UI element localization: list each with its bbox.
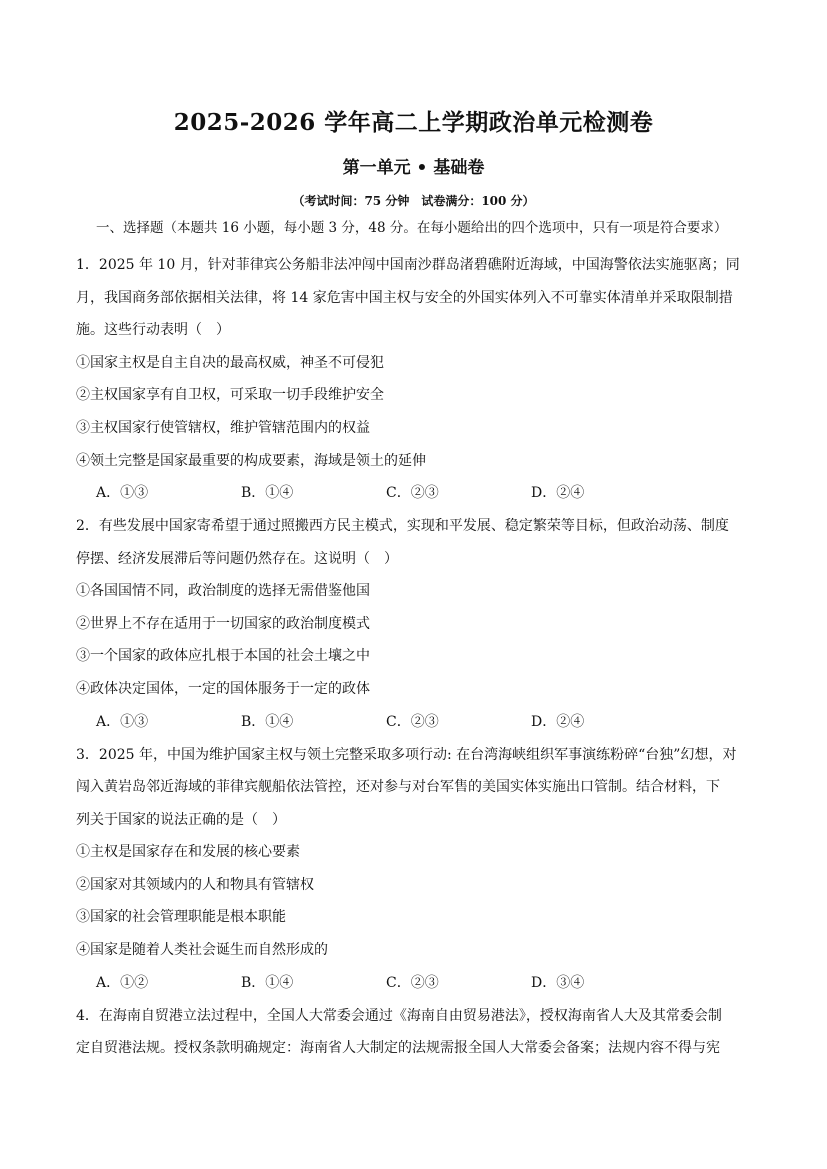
- statement: ③主权国家行使管辖权，维护管辖范围内的权益: [76, 419, 370, 436]
- question-2: [76, 510, 756, 739]
- statement: ②主权国家享有自卫权，可采取一切手段维护安全: [76, 387, 384, 404]
- question-line: 3．2025 年，中国为维护国家主权与领土完整采取多项行动: 在台湾海峡组织军事演练粉碎“台独”幻想，对: [76, 746, 737, 763]
- question-3: [76, 739, 756, 1000]
- choice-a[interactable]: A．①③: [96, 713, 149, 730]
- choice-d[interactable]: D．②④: [531, 485, 585, 502]
- statement: ①国家主权是自主自决的最高权威，神圣不可侵犯: [76, 354, 384, 371]
- question-4: [76, 1000, 756, 1065]
- question-line: 停摆、经济发展滞后等问题仍然存在。这说明（ ）: [76, 550, 398, 567]
- answer-choices: [76, 477, 756, 510]
- question-line: 闯入黄岩岛邻近海域的菲律宾舰船依法管控，还对参与对台军售的美国实体实施出口管制。结合材料，下: [76, 779, 720, 796]
- choice-b[interactable]: B．①④: [241, 485, 294, 502]
- page-title: 2025-2026 学年高二上学期政治单元检测卷: [173, 109, 654, 136]
- statement: ③国家的社会管理职能是根本职能: [76, 909, 286, 926]
- questions-list: [76, 249, 756, 1065]
- choice-b[interactable]: B．①④: [241, 713, 294, 730]
- question-line: 施。这些行动表明（ ）: [76, 322, 230, 338]
- page-subtitle: 第一单元 • 基础卷: [342, 158, 485, 178]
- question-line: 列关于国家的说法正确的是（ ）: [76, 811, 286, 828]
- choice-c[interactable]: C．②③: [386, 713, 439, 730]
- question-line: 1．2025 年 10 月，针对菲律宾公务船非法冲闯中国南沙群岛渚碧礁附近海域，中国海警依法实施驱离；同: [76, 257, 740, 273]
- statement: ④国家是随着人类社会诞生而自然形成的: [76, 942, 328, 959]
- question-line: 4．在海南自贸港立法过程中，全国人大常委会通过《海南自由贸易港法》，授权海南省人大及其常委会制: [76, 1007, 722, 1024]
- choice-a[interactable]: A．①②: [96, 974, 149, 991]
- statement: ①各国国情不同，政治制度的选择无需借鉴他国: [76, 583, 370, 600]
- answer-choices: [76, 706, 756, 739]
- statement: ②世界上不存在适用于一切国家的政治制度模式: [76, 615, 370, 632]
- question-line: 月，我国商务部依据相关法律，将 14 家危害中国主权与安全的外国实体列入不可靠实体清单并采取限制措: [76, 289, 733, 306]
- choice-d[interactable]: D．②④: [531, 713, 585, 730]
- question-line: 定自贸港法规。授权条款明确规定：海南省人大制定的法规需报全国人大常委会备案；法规内容不得与宪: [76, 1040, 720, 1057]
- statement: ①主权是国家存在和发展的核心要素: [76, 844, 300, 861]
- question-1: [76, 249, 756, 510]
- statement: ③一个国家的政体应扎根于本国的社会土壤之中: [76, 648, 370, 665]
- choice-b[interactable]: B．①④: [241, 974, 294, 991]
- statement: ④领土完整是国家最重要的构成要素，海域是领土的延伸: [76, 452, 426, 469]
- section-heading: 一、选择题（本题共 16 小题，每小题 3 分，48 分。在每小题给出的四个选项中，只有一项是符合要求）: [96, 220, 728, 236]
- statement: ④政体决定国体，一定的国体服务于一定的政体: [76, 681, 370, 698]
- choice-c[interactable]: C．②③: [386, 485, 439, 502]
- choice-a[interactable]: A．①③: [96, 485, 149, 502]
- statement: ②国家对其领域内的人和物具有管辖权: [76, 876, 314, 893]
- exam-info: （考试时间：75 分钟 试卷满分：100 分）: [292, 194, 535, 208]
- choice-c[interactable]: C．②③: [386, 974, 439, 991]
- question-line: 2．有些发展中国家寄希望于通过照搬西方民主模式，实现和平发展、稳定繁荣等目标，但政治动荡、制度: [76, 518, 729, 535]
- choice-d[interactable]: D．③④: [531, 974, 585, 991]
- answer-choices: [76, 967, 756, 1000]
